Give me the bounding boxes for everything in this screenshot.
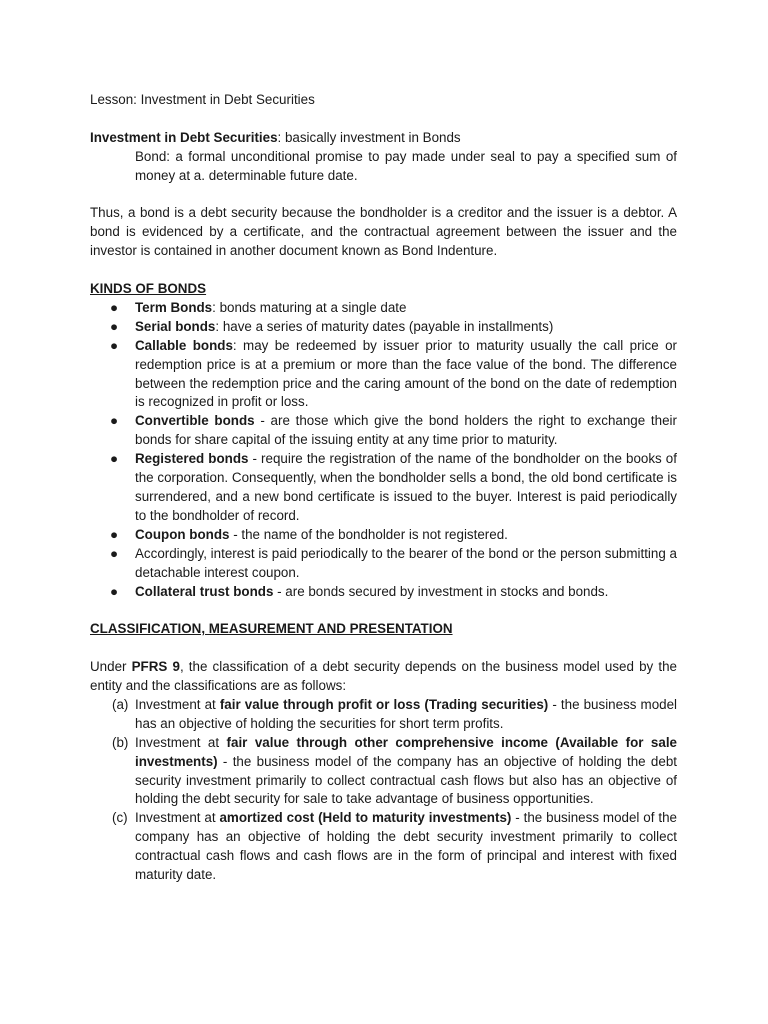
bond-description: - the name of the bondholder is not registered.	[229, 526, 508, 542]
bullet-icon: ●	[110, 299, 119, 315]
bond-description: - are bonds secured by investment in stocks and bonds.	[273, 583, 609, 599]
list-item	[90, 450, 677, 526]
spacer	[90, 601, 677, 620]
classification-term: fair value through profit or loss (Trading securities)	[219, 696, 549, 712]
list-marker: (c)	[112, 810, 128, 826]
list-item	[90, 734, 677, 810]
bullet-icon: ●	[110, 337, 119, 353]
list-item	[90, 318, 677, 337]
bond-definition: Bond: a formal unconditional promise to pay made under seal to pay a specified sum of money at a. determinable future date.	[135, 148, 677, 183]
intro-definition: : basically investment in Bonds	[277, 129, 461, 145]
spacer	[90, 186, 677, 205]
classification-term: fair value through other comprehensive income (Available for sale investments)	[135, 734, 677, 769]
classification-intro	[90, 658, 677, 696]
kinds-list	[90, 299, 677, 602]
bond-term: Convertible bonds	[135, 413, 255, 429]
list-item	[90, 412, 677, 450]
list-marker: (b)	[112, 734, 129, 750]
classification-heading: CLASSIFICATION, MEASUREMENT AND PRESENTATION	[90, 621, 453, 637]
standard-name: PFRS 9	[131, 659, 180, 675]
list-item	[90, 809, 677, 885]
list-item	[90, 337, 677, 413]
list-marker: (a)	[112, 696, 129, 712]
bond-term: Collateral trust bonds	[135, 583, 274, 599]
explanation-paragraph: Thus, a bond is a debt security because the bondholder is a creditor and the issuer is a debtor. A bond is evidenced by a certificate, and the contractual agreement between the issuer and the investor is contained in another document known as Bond Indenture.	[90, 205, 677, 259]
kinds-heading: KINDS OF BONDS	[90, 281, 207, 297]
bullet-icon: ●	[110, 526, 119, 542]
intro-term: Investment in Debt Securities	[90, 129, 278, 145]
bond-term: Coupon bonds	[135, 526, 230, 542]
spacer	[90, 110, 677, 129]
document-body	[90, 91, 677, 885]
bond-description: - require the registration of the name of the bondholder on the books of the corporation. Consequently, when the bondholder sells a bond, the old bond certificate is surrendered, and a new bond certificate is issued to the buyer. Interest is paid periodically to the bondholder of record.	[135, 451, 677, 523]
intro-paragraph	[90, 129, 677, 148]
bullet-icon: ●	[110, 413, 119, 429]
bond-term: Registered bonds	[135, 451, 249, 467]
bond-description: : bonds maturing at a single date	[212, 299, 407, 315]
list-item	[90, 526, 677, 545]
classification-description: - the business model of the company has an objective of holding the debt security investment primarily to collect contractual cash flows but also has an objective of holding the debt security for sale to take advantage of business opportunities.	[135, 753, 677, 807]
bullet-icon: ●	[110, 318, 119, 334]
bond-description: : may be redeemed by issuer prior to maturity usually the call price or redemption price is at a premium or more than the face value of the bond. The difference between the redemption price and the caring amount of the bond on the date of redemption is recognized in profit or loss.	[135, 337, 677, 410]
item-prefix: Investment at	[135, 810, 220, 826]
classification-description: - the business model has an objective of holding the securities for short term profits.	[135, 696, 678, 731]
bond-description: - are those which give the bond holders the right to exchange their bonds for share capital of the issuing entity at any time prior to maturity.	[135, 413, 677, 448]
lesson-title: Lesson: Investment in Debt Securities	[90, 92, 315, 107]
classification-description: - the business model of the company has an objective of holding the debt security investment primarily to collect contractual cash flows and cash flows are in the form of principal and interest with fixed maturity date.	[135, 810, 677, 883]
item-prefix: Investment at	[135, 734, 227, 750]
bullet-icon: ●	[110, 451, 119, 467]
item-prefix: Investment at	[135, 696, 220, 712]
list-item	[90, 583, 677, 602]
spacer	[90, 639, 677, 658]
bond-term: Serial bonds	[135, 318, 216, 334]
bond-description: : have a series of maturity dates (payable in installments)	[215, 318, 554, 334]
intro-before: Under	[90, 659, 132, 675]
classification-term: amortized cost (Held to maturity investments)	[219, 810, 512, 826]
list-item	[90, 696, 677, 734]
intro-after: , the classification of a debt security depends on the business model used by the entity and the classifications are as follows:	[90, 659, 677, 694]
classification-list	[90, 696, 677, 885]
list-item	[90, 299, 677, 318]
bond-term: Callable bonds	[135, 337, 233, 353]
bond-term: Term Bonds	[135, 299, 213, 315]
list-item	[90, 545, 677, 583]
spacer	[90, 261, 677, 280]
bullet-icon: ●	[110, 545, 119, 561]
bullet-icon: ●	[110, 583, 119, 599]
bond-description: Accordingly, interest is paid periodically to the bearer of the bond or the person submitting a detachable interest coupon.	[135, 545, 677, 580]
